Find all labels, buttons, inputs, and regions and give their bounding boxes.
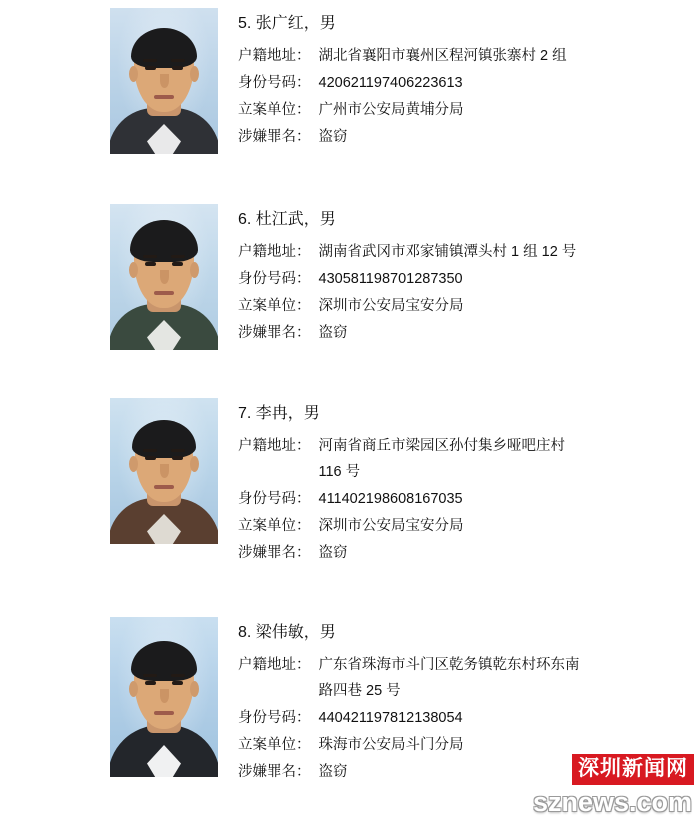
field-value: 411402198608167035 (318, 491, 463, 507)
field-value: 盗窃 (318, 129, 348, 145)
field-label: 涉嫌罪名： (238, 545, 311, 561)
field-filing-unit (238, 97, 700, 123)
field-label: 涉嫌罪名： (238, 129, 311, 145)
field-label: 身份号码： (238, 271, 311, 287)
portrait-photo-wrapper (110, 204, 220, 350)
field-value: 盗窃 (318, 545, 348, 561)
field-alleged-crime (238, 540, 700, 566)
field-alleged-crime (238, 124, 700, 150)
field-label: 身份号码： (238, 491, 311, 507)
watermark-english: sznews.com (532, 787, 692, 817)
entry-name: 6. 杜江武，男 (238, 211, 336, 228)
field-household-address (238, 652, 700, 704)
wanted-entry (0, 398, 700, 567)
field-value: 广州市公安局黄埔分局 (318, 102, 464, 118)
portrait-photo (110, 398, 218, 544)
field-value: 440421197812138054 (318, 710, 463, 726)
field-label: 立案单位： (238, 298, 311, 314)
field-label: 身份号码： (238, 710, 311, 726)
field-label: 户籍地址： (238, 244, 311, 260)
portrait-photo (110, 617, 218, 777)
field-filing-unit (238, 513, 700, 539)
field-label: 户籍地址： (238, 48, 311, 64)
entry-name: 8. 梁伟敏，男 (238, 624, 336, 641)
entry-info (220, 398, 700, 567)
field-label: 立案单位： (238, 737, 311, 753)
portrait-photo (110, 8, 218, 154)
field-id-number (238, 70, 700, 96)
portrait-photo-wrapper (110, 398, 220, 544)
entry-info (220, 204, 700, 347)
field-value: 湖北省襄阳市襄州区程河镇张寨村 2 组 (318, 48, 567, 64)
field-alleged-crime (238, 320, 700, 346)
wanted-entry (0, 204, 700, 350)
field-household-address (238, 43, 700, 69)
document-page (0, 8, 700, 823)
field-label: 涉嫌罪名： (238, 325, 311, 341)
field-value: 珠海市公安局斗门分局 (318, 737, 464, 753)
field-value: 湖南省武冈市邓家铺镇潭头村 1 组 12 号 (318, 244, 577, 260)
field-value: 深圳市公安局宝安分局 (318, 518, 464, 534)
portrait-photo-wrapper (110, 617, 220, 777)
field-value: 盗窃 (318, 325, 348, 341)
field-id-number (238, 266, 700, 292)
wanted-entry (0, 8, 700, 154)
field-label: 户籍地址： (238, 657, 311, 673)
entry-info (220, 8, 700, 151)
portrait-photo-wrapper (110, 8, 220, 154)
field-label: 户籍地址： (238, 438, 311, 454)
field-value: 河南省商丘市梁园区孙付集乡哑吧庄村 116 号 (318, 438, 565, 480)
watermark-chinese: 深圳新闻网 (572, 754, 694, 785)
field-value: 深圳市公安局宝安分局 (318, 298, 464, 314)
field-id-number (238, 705, 700, 731)
field-label: 立案单位： (238, 518, 311, 534)
field-label: 身份号码： (238, 75, 311, 91)
field-value: 420621197406223613 (318, 75, 463, 91)
portrait-photo (110, 204, 218, 350)
field-household-address (238, 433, 700, 485)
field-label: 立案单位： (238, 102, 311, 118)
field-id-number (238, 486, 700, 512)
watermark (533, 754, 694, 817)
entry-name: 5. 张广红，男 (238, 15, 336, 32)
field-filing-unit (238, 293, 700, 319)
field-value: 盗窃 (318, 764, 348, 780)
field-label: 涉嫌罪名： (238, 764, 311, 780)
field-value: 430581198701287350 (318, 271, 463, 287)
field-household-address (238, 239, 700, 265)
entry-name: 7. 李冉，男 (238, 405, 320, 422)
field-value: 广东省珠海市斗门区乾务镇乾东村环东南路四巷 25 号 (318, 657, 580, 699)
